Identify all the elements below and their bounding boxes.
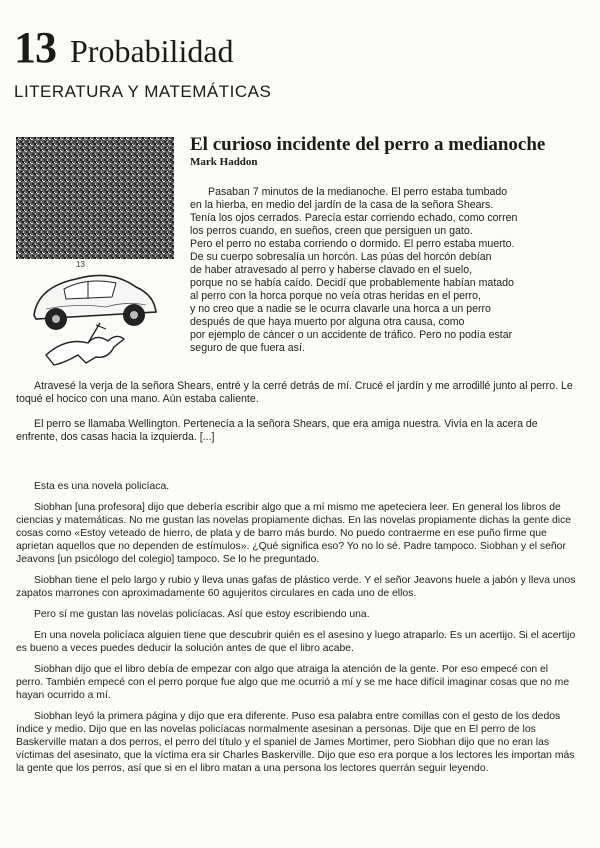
text-line: seguro de que fuera así. xyxy=(190,342,305,354)
book-author: Mark Haddon xyxy=(190,156,258,168)
text-line: después de que haya muerto por alguna otra causa, como xyxy=(190,316,465,328)
book-title: El curioso incidente del perro a medianoche xyxy=(190,134,546,155)
paragraph: Siobhan tiene el pelo largo y rubio y lleva unas gafas de plástico verde. Y el señor Jeavons huele a jabón y lleva unos zapatos marrones con aproximadamente 60 agujeritos circulares en cada uno de ellos. xyxy=(16,575,576,599)
text-line: Tenía los ojos cerrados. Parecía estar corriendo echado, como corren xyxy=(190,212,518,224)
paragraph: Esta es una novela policíaca. xyxy=(34,481,170,492)
text-line: de haber atravesado al perro y haberse clavado en el suelo, xyxy=(190,264,473,276)
section-title: LITERATURA Y MATEMÁTICAS xyxy=(14,82,272,101)
excerpt-right-column xyxy=(190,186,570,355)
excerpt-full-width-a xyxy=(16,380,576,444)
text-line: por ejemplo de cáncer o un accidente de tráfico. Pero no podía estar xyxy=(190,329,513,341)
paragraph: El perro se llamaba Wellington. Pertenecía a la señora Shears, que era amiga nuestra. Vivía en la acera de enfrente, dos casas hacia la izquierda. [...] xyxy=(16,418,538,443)
text-line: Pasaban 7 minutos de la medianoche. El perro estaba tumbado xyxy=(208,186,508,198)
paragraph: En una novela policíaca alguien tiene que descubrir quién es el asesino y luego atraparlo. Es un acertijo. Si el acertijo es bueno a veces puedes deducir la solución antes de que el libro acabe. xyxy=(16,630,576,654)
paragraph: Atravesé la verja de la señora Shears, entré y la cerré detrás de mí. Crucé el jardín y me arrodillé junto al perro. Le toqué el hocico con una mano. Aún estaba caliente. xyxy=(16,380,573,405)
chapter-number: 13 xyxy=(14,23,56,72)
excerpt-full-width-b xyxy=(16,480,576,775)
paragraph: Pero sí me gustan las novelas policíacas. Así que estoy escribiendo una. xyxy=(34,609,370,620)
text-line: De su cuerpo sobresalía un horcón. Las púas del horcón debían xyxy=(190,251,492,263)
figure-caption: 13 xyxy=(76,260,85,269)
chapter-title: Probabilidad xyxy=(70,33,234,69)
text-line: porque no se había caído. Decidí que probablemente habían matado xyxy=(190,277,514,289)
car-dog-illustration-icon xyxy=(16,137,176,367)
text-line: al perro con la horca porque no veía otras heridas en el perro, xyxy=(190,290,481,302)
text-line: y no creo que a nadie se le ocurra clavarle una horca a un perro xyxy=(190,303,491,315)
paragraph: Siobhan [una profesora] dijo que debería escribir algo que a mí mismo me apeteciera leer. En general los libros de ciencias y matemáticas. No me gustan las novelas propiamente dichas. En las novelas propiamente dichas la gente dice cosas como «Estoy veteado de hierro, de plata y de barro más burdo. No puedo contraerme en ese puño firme que aprietan aquellos que no dependen de estímulos». ¿Qué significa eso? Yo no lo sé. Padre tampoco. Siobhan y el señor Jeavons [un psicólogo del colegio] tampoco. Se lo he preguntado. xyxy=(16,502,572,565)
chapter-heading xyxy=(14,22,234,73)
text-line: los perros cuando, en sueños, creen que persiguen un gato. xyxy=(190,225,473,237)
text-line: Pero el perro no estaba corriendo o dormido. El perro estaba muerto. xyxy=(190,238,515,250)
paragraph: Siobhan dijo que el libro debía de empezar con algo que atraiga la atención de la gente. Por eso empecé con el perro. También empecé con el perro porque fue algo que me ocurrió a mí y se me hace difícil imaginar cosas que no me hayan ocurrido a mí. xyxy=(16,664,570,701)
paragraph: Siobhan leyó la primera página y dijo que era diferente. Puso esa palabra entre comillas con el gesto de los dedos índice y medio. Dijo que en las novelas policíacas normalmente asesinan a personas. Dije que en El perro de los Baskerville matan a dos perros, el perro del título y el spaniel de James Mortimer, pero Siobhan dijo que no eran las víctimas del asesinato, que la víctima era sir Charles Baskerville. Dijo que eso era porque a los lectores les importan más la gente que los perros, así que si en el libro matan a una persona los lectores querrán seguir leyendo. xyxy=(16,711,575,774)
text-line: en la hierba, en medio del jardín de la casa de la señora Shears. xyxy=(190,199,494,211)
